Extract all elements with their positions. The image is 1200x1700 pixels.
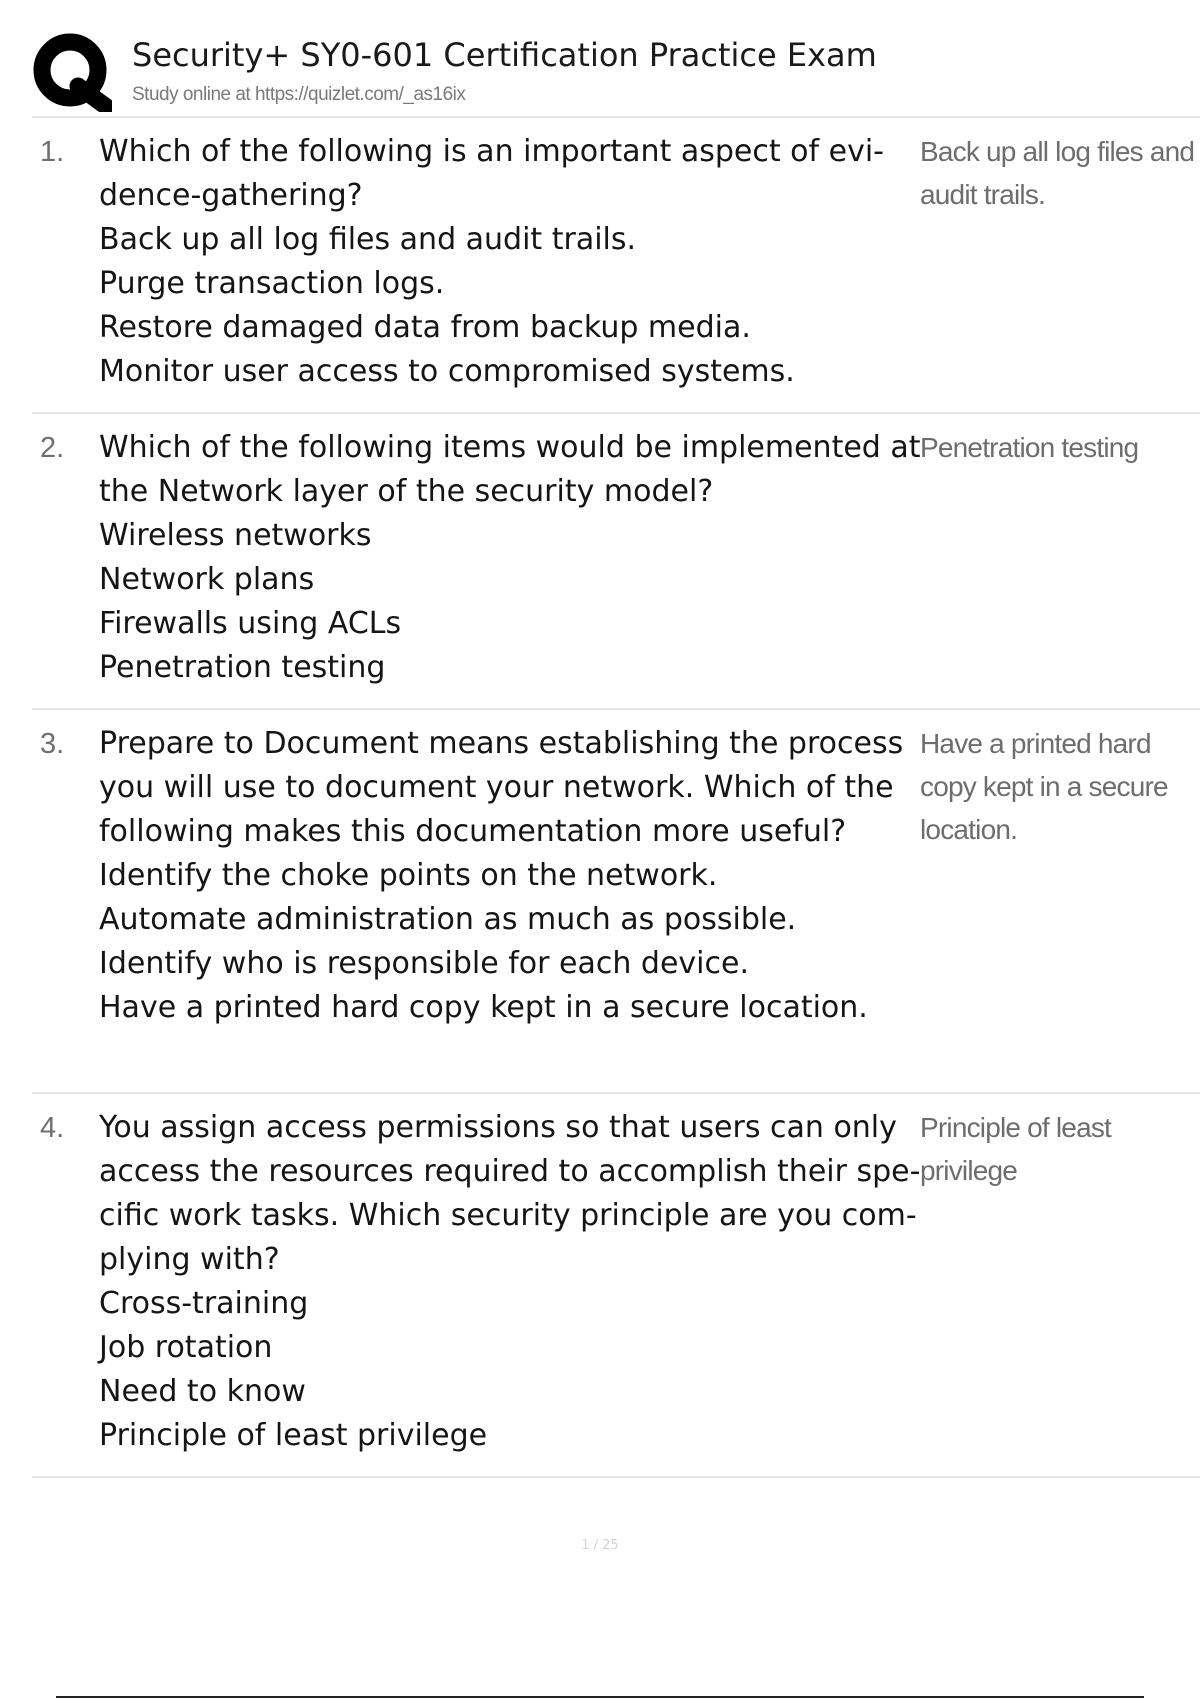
question-body [99,722,949,1030]
answer-option: Monitor user access to compromised systems. [99,354,795,389]
divider [32,708,1200,710]
divider [32,116,1200,118]
correct-answer: Principle of least privilege [920,1112,1112,1186]
study-online-link[interactable]: Study online at https://quizlet.com/_as16ix [132,84,466,105]
question-number: 2. [40,432,65,464]
question-body [99,130,949,394]
correct-answer: Back up all log files and audit trails. [920,136,1195,210]
divider [32,1476,1200,1478]
correct-answer: Penetration testing [920,432,1139,463]
divider [32,1092,1200,1094]
question-number: 4. [40,1112,65,1144]
answer-option: Network plans [99,562,315,597]
question-text: Which of the following items would be implemented at the Network layer of the security model? [99,430,921,509]
page-title: Security+ SY0-601 Certification Practice Exam [132,36,877,74]
answer-option: Restore damaged data from backup media. [99,310,751,345]
answer-option: Purge transaction logs. [99,266,445,301]
answer-option: Back up all log files and audit trails. [99,222,637,257]
answer-option: Firewalls using ACLs [99,606,402,641]
quizlet-logo-icon [32,32,112,112]
question-text: Prepare to Document means establishing the process you will use to document your network. Which of the following makes this documentation more useful? [99,726,904,849]
question-text: Which of the following is an important aspect of evidence-gathering? [99,134,884,213]
question-body [99,426,949,690]
footer-rule [56,1696,1144,1698]
answer-option: Cross-training [99,1286,309,1321]
answer-option: Have a printed hard copy kept in a secure location. [99,990,868,1025]
answer-option: Identify the choke points on the network. [99,858,718,893]
answer-option: Identify who is responsible for each device. [99,946,749,981]
page-number: 1 / 25 [581,1538,619,1553]
answer-option: Automate administration as much as possible. [99,902,797,937]
answer-option: Wireless networks [99,518,372,553]
question-text: You assign access permissions so that users can only access the resources required to accomplish their specific work tasks. Which security principle are you complying with? [99,1110,921,1277]
answer-option: Principle of least privilege [99,1418,488,1453]
page-header [32,30,1200,116]
question-number: 1. [40,136,65,168]
divider [32,412,1200,414]
question-number: 3. [40,728,65,760]
answer-option: Penetration testing [99,650,386,685]
answer-option: Job rotation [99,1330,273,1365]
answer-option: Need to know [99,1374,306,1409]
question-body [99,1106,949,1458]
correct-answer: Have a printed hard copy kept in a secure location. [920,728,1168,845]
